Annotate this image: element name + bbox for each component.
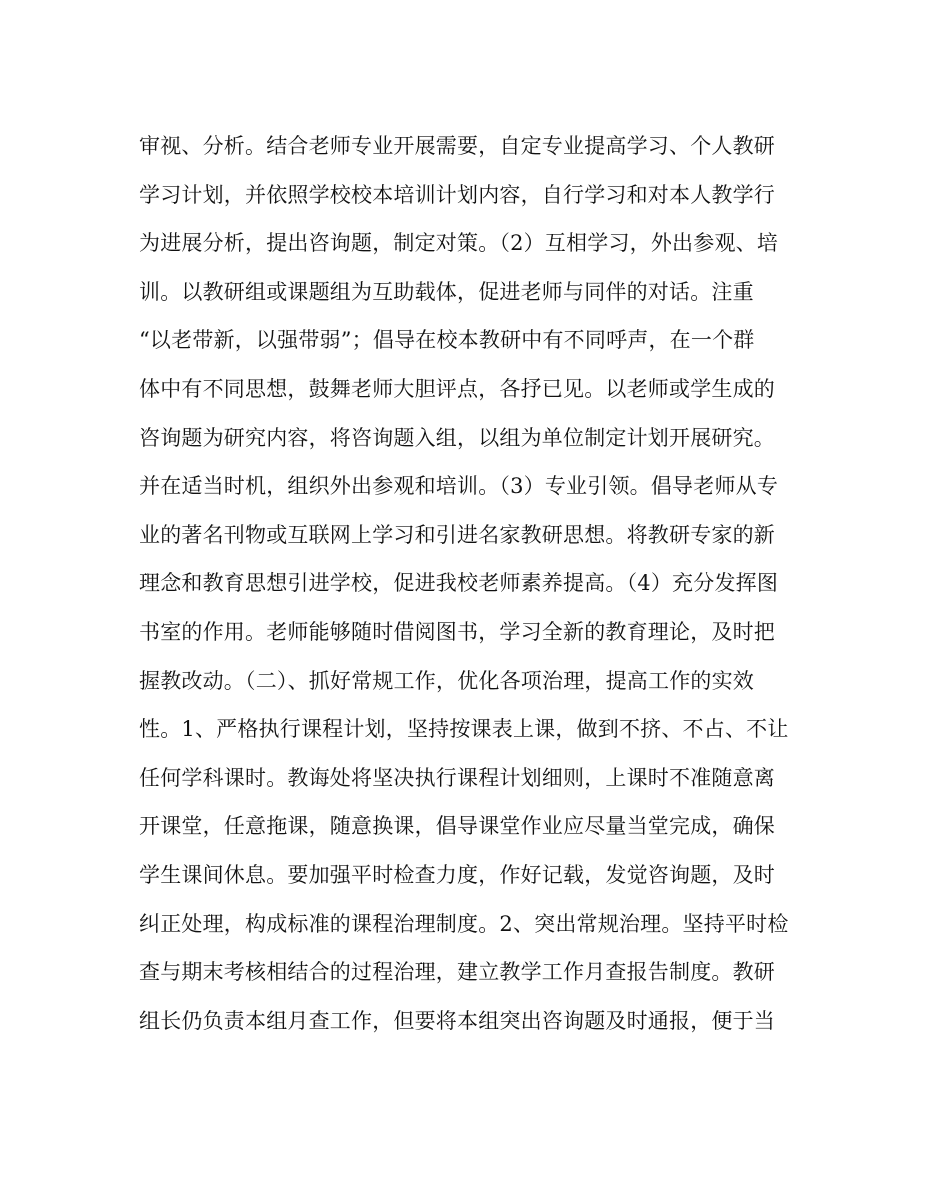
text-line: 纠正处理，构成标准的课程治理制度。2、突出常规治理。坚持平时检	[139, 911, 789, 936]
text-line: 学习计划，并依照学校校本培训计划内容，自行学习和对本人教学行	[139, 182, 775, 207]
text-line: 业的著名刊物或互联网上学习和引进名家教研思想。将教研专家的新	[139, 522, 775, 547]
text-line: 书室的作用。老师能够随时借阅图书，学习全新的教育理论，及时把	[139, 619, 775, 644]
text-line: 体中有不同思想，鼓舞老师大胆评点，各抒已见。以老师或学生成的	[139, 376, 775, 401]
text-line: 查与期末考核相结合的过程治理，建立教学工作月查报告制度。教研	[139, 960, 775, 985]
text-line: 握教改动。（二）、抓好常规工作，优化各项治理，提高工作的实效	[139, 668, 754, 693]
text-line: 开课堂，任意拖课，随意换课，倡导课堂作业应尽量当堂完成，确保	[139, 814, 775, 839]
text-line: 为进展分析，提出咨询题，制定对策。（2）互相学习，外出参观、培	[139, 231, 779, 256]
text-line: 并在适当时机，组织外出参观和培训。（3）专业引领。倡导老师从专	[139, 474, 779, 499]
text-line: 审视、分析。结合老师专业开展需要，自定专业提高学习、个人教研	[139, 134, 775, 158]
text-line: 咨询题为研究内容，将咨询题入组，以组为单位制定计划开展研究。	[139, 425, 775, 450]
text-line: “以老带新，以强带弱”；倡导在校本教研中有不同呼声，在一个群	[139, 328, 755, 353]
text-line: 任何学科课时。教诲处将坚决执行课程计划细则，上课时不准随意离	[139, 765, 775, 790]
body-text	[139, 122, 819, 1045]
text-line: 性。1、严格执行课程计划，坚持按课表上课，做到不挤、不占、不让	[139, 717, 789, 742]
text-line: 学生课间休息。要加强平时检查力度，作好记载，发觉咨询题，及时	[139, 862, 775, 887]
text-line: 组长仍负责本组月查工作，但要将本组突出咨询题及时通报，便于当	[139, 1008, 775, 1033]
text-line: 训。以教研组或课题组为互助载体，促进老师与同伴的对话。注重	[139, 279, 754, 304]
text-line: 理念和教育思想引进学校，促进我校老师素养提高。（4）充分发挥图	[139, 571, 779, 596]
